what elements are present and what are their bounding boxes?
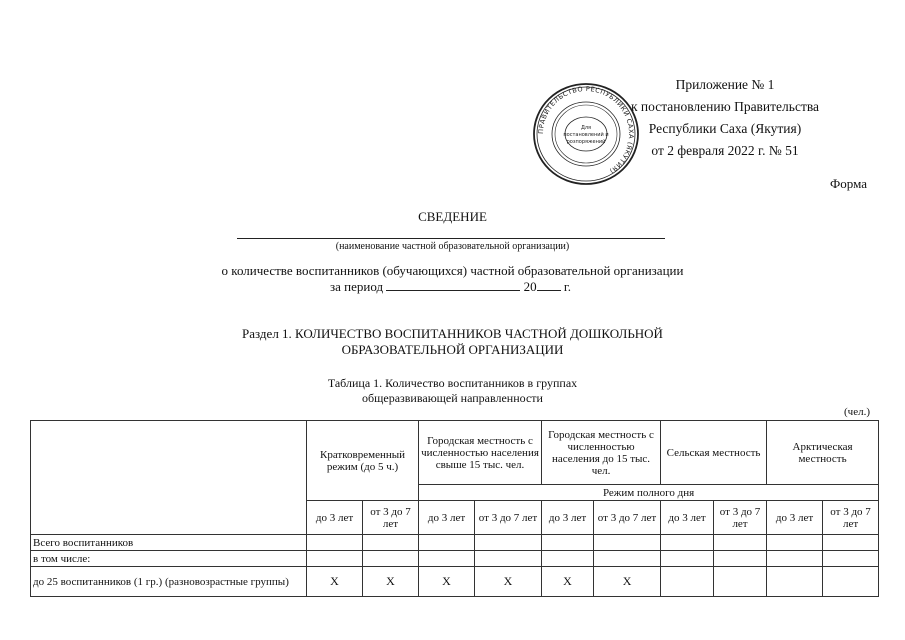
form-label: Форма bbox=[830, 176, 867, 191]
table-cell bbox=[767, 535, 823, 551]
section-heading-line-2: ОБРАЗОВАТЕЛЬНОЙ ОРГАНИЗАЦИИ bbox=[341, 342, 564, 357]
header-arctic: Арктическая местность bbox=[767, 421, 879, 485]
svg-text:постановлений и: постановлений и bbox=[563, 132, 609, 138]
table-caption-line-1: Таблица 1. Количество воспитанников в группах bbox=[327, 376, 578, 390]
official-seal-stamp bbox=[524, 82, 648, 186]
header-urban-large: Городская местность с численностью населения свыше 15 тыс. чел. bbox=[419, 421, 542, 485]
svg-text:Для: Для bbox=[580, 125, 592, 131]
table-row bbox=[31, 567, 879, 597]
table-cell bbox=[594, 551, 661, 567]
table-cell bbox=[714, 551, 767, 567]
table-cell bbox=[767, 551, 823, 567]
table-cell: Х bbox=[419, 567, 475, 597]
row-label: Всего воспитанников bbox=[31, 535, 307, 551]
svg-text:ПРАВИТЕЛЬСТВО РЕСПУБЛИКИ САХА: ПРАВИТЕЛЬСТВО РЕСПУБЛИКИ САХА (ЯКУТИЯ) bbox=[536, 84, 636, 176]
header-age-under3: до 3 лет bbox=[767, 501, 823, 535]
table-cell bbox=[307, 535, 363, 551]
header-short-stay: Кратковременный режим (до 5 ч.) bbox=[307, 421, 419, 501]
document-title: СВЕДЕНИЕ bbox=[418, 209, 487, 224]
table-row bbox=[31, 535, 879, 551]
table-cell: Х bbox=[542, 567, 594, 597]
table-cell bbox=[542, 535, 594, 551]
row-label: в том числе: bbox=[31, 551, 307, 567]
svg-text:розпоряжений: розпоряжений bbox=[566, 139, 606, 145]
appendix-line-3: Республики Саха (Якутия) bbox=[648, 121, 802, 136]
header-blank-cell bbox=[31, 421, 307, 535]
org-name-line bbox=[237, 238, 665, 239]
header-age-under3: до 3 лет bbox=[661, 501, 714, 535]
subtitle: о количестве воспитанников (обучающихся) частной образовательной организации bbox=[221, 263, 684, 278]
table-cell bbox=[767, 567, 823, 597]
table-cell bbox=[823, 567, 879, 597]
year-blank bbox=[537, 279, 561, 291]
period-line bbox=[330, 279, 571, 294]
table-cell bbox=[594, 535, 661, 551]
header-age-under3: до 3 лет bbox=[542, 501, 594, 535]
header-row-1 bbox=[31, 421, 879, 485]
table-cell bbox=[419, 535, 475, 551]
appendix-line-2: к постановлению Правительства bbox=[630, 99, 820, 114]
table-cell bbox=[475, 551, 542, 567]
table-cell: Х bbox=[307, 567, 363, 597]
header-age-under3: до 3 лет bbox=[307, 501, 363, 535]
period-suffix: г. bbox=[563, 279, 571, 294]
table-cell bbox=[661, 551, 714, 567]
period-blank bbox=[386, 279, 520, 291]
table-caption-line-2: общеразвивающей направленности bbox=[362, 391, 543, 405]
period-prefix: за период bbox=[330, 279, 384, 294]
org-name-caption: (наименование частной образовательной организации) bbox=[335, 241, 570, 252]
header-urban-small: Городская местность с численностью населения до 15 тыс. чел. bbox=[542, 421, 661, 485]
table-cell bbox=[307, 551, 363, 567]
appendix-line-1: Приложение № 1 bbox=[675, 77, 775, 92]
table-cell bbox=[823, 535, 879, 551]
header-age-3to7: от 3 до 7 лет bbox=[475, 501, 542, 535]
header-age-3to7: от 3 до 7 лет bbox=[823, 501, 879, 535]
header-age-3to7: от 3 до 7 лет bbox=[363, 501, 419, 535]
section-heading-line-1: Раздел 1. КОЛИЧЕСТВО ВОСПИТАННИКОВ ЧАСТНОЙ ДОШКОЛЬНОЙ bbox=[242, 326, 663, 341]
header-rural: Сельская местность bbox=[661, 421, 767, 485]
appendix-line-4: от 2 февраля 2022 г. № 51 bbox=[651, 143, 799, 158]
table-cell: Х bbox=[475, 567, 542, 597]
table-cell bbox=[363, 535, 419, 551]
table-cell bbox=[475, 535, 542, 551]
table-cell: Х bbox=[594, 567, 661, 597]
table-cell bbox=[823, 551, 879, 567]
row-label: до 25 воспитанников (1 гр.) (разновозрастные группы) bbox=[31, 567, 307, 597]
header-age-3to7: от 3 до 7 лет bbox=[594, 501, 661, 535]
table-cell bbox=[661, 567, 714, 597]
unit-label: (чел.) bbox=[844, 406, 870, 418]
header-age-under3: до 3 лет bbox=[419, 501, 475, 535]
table-cell: Х bbox=[363, 567, 419, 597]
pupils-table bbox=[30, 420, 879, 597]
header-age-3to7: от 3 до 7 лет bbox=[714, 501, 767, 535]
table-cell bbox=[714, 567, 767, 597]
table-cell bbox=[542, 551, 594, 567]
table-row bbox=[31, 551, 879, 567]
period-year-prefix: 20 bbox=[523, 279, 537, 294]
table-cell bbox=[714, 535, 767, 551]
table-cell bbox=[363, 551, 419, 567]
table-cell bbox=[419, 551, 475, 567]
header-full-day: Режим полного дня bbox=[419, 485, 879, 501]
table-cell bbox=[661, 535, 714, 551]
